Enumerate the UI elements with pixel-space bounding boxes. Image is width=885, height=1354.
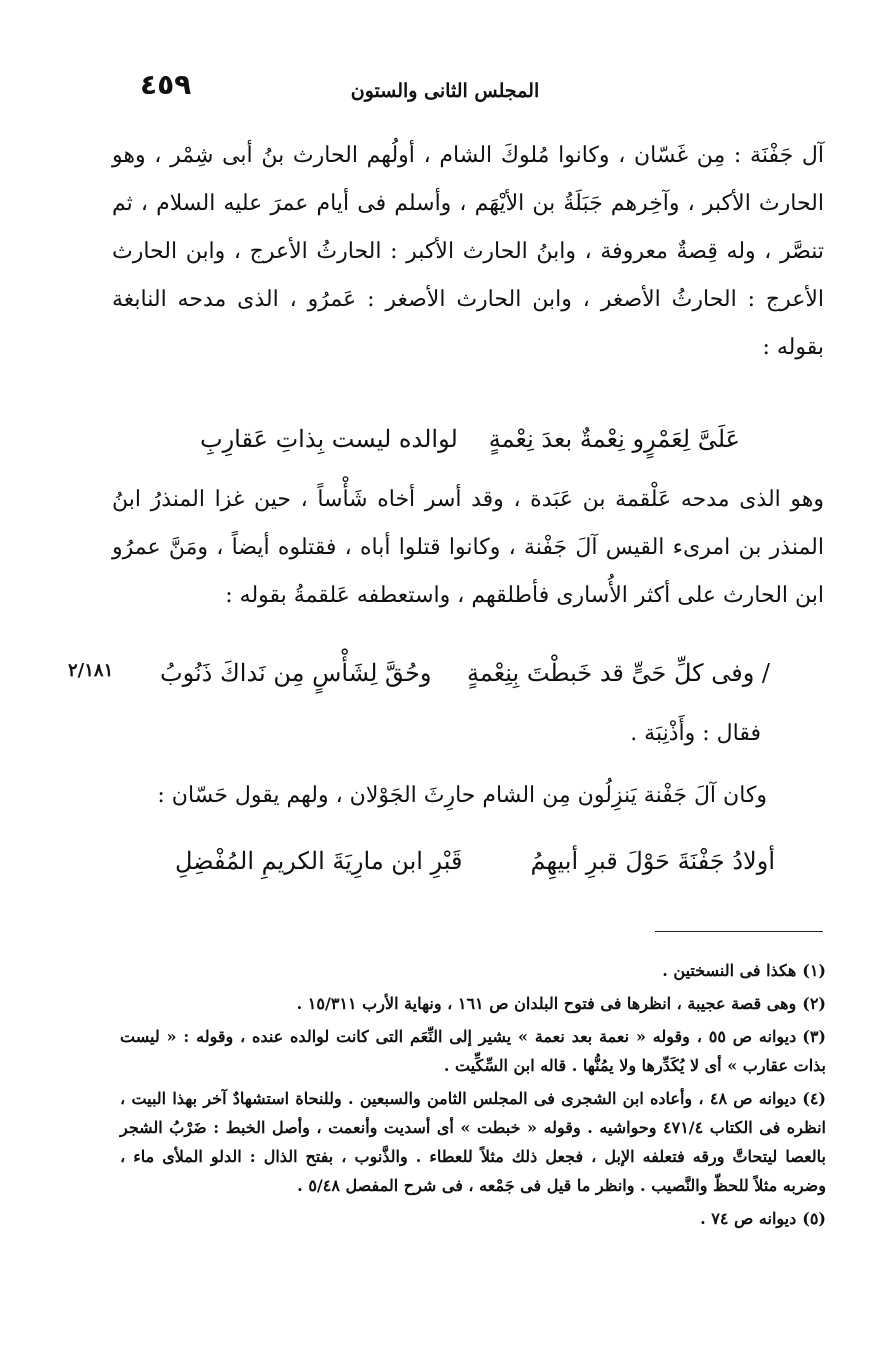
footnote-text: هكذا فى النسختين . xyxy=(662,961,797,980)
running-title: المجلس الثانى والستون xyxy=(350,80,540,102)
verse-nabigha xyxy=(200,416,740,462)
footnote xyxy=(120,989,826,1018)
footnote xyxy=(120,1084,826,1200)
verse-hassan xyxy=(175,838,775,884)
verse-first-hemistich: أولادُ جَفْنَةَ حَوْلَ قبرِ أبيهِمُ xyxy=(530,847,775,875)
paragraph-al-jafna: آل جَفْنَة : مِن غَسّان ، وكانوا مُلوكَ الشام ، أولُهم الحارث بنُ أبى شِمْر ، وهو الحارث الأكبر ، وآخِرهم جَبَلَةُ بن الأيْهَم ، وأسلم فى أيام عمرَ عليه السلام ، ثم تنصَّر ، وله قِصةٌ معروفة ، وابنُ الحارث الأكبر : الحارثُ الأعرج ، وابن الحارث الأعرج : الحارثُ الأصغر ، وابن الحارث الأصغر : عَمرُو ، الذى مدحه النابغة بقوله : xyxy=(112,143,824,360)
footnote-text: وهى قصة عجيبة ، انظرها فى فتوح البلدان ص ١٦١ ، ونهاية الأرب ١٥/٣١١ . xyxy=(296,994,797,1013)
footnote-number: (٥) xyxy=(802,1209,826,1228)
verse-alqama xyxy=(160,650,770,696)
footnote-number: (٢) xyxy=(802,994,826,1013)
footnote xyxy=(120,956,826,985)
footnote-text: ديوانه ص ٥٥ ، وقوله « نعمة بعد نعمة » يشير إلى النِّعَم التى كانت لوالده عنده ، وقوله : « ليست بذات عقارب » أى لا يُكَدِّرها ولا يمُنُّها . قاله ابن السِّكِّيت . xyxy=(120,1027,826,1075)
footnote-number: (٤) xyxy=(802,1089,826,1108)
verse-second-hemistich: قَبْرِ ابن مارِيَةَ الكريمِ المُفْضِلِ xyxy=(175,847,463,875)
footnote-separator xyxy=(655,931,823,932)
footnote xyxy=(120,1204,826,1233)
page-number: ٤٥٩ xyxy=(140,68,192,101)
footnote-text: ديوانه ص ٧٤ . xyxy=(700,1209,797,1228)
margin-reference: ٢/١٨١ xyxy=(68,660,114,681)
footnote xyxy=(120,1022,826,1080)
footnotes xyxy=(120,956,826,1237)
verse-second-hemistich: لوالده ليست بِذاتِ عَقارِبِ xyxy=(200,425,458,453)
paragraph-alqama: وهو الذى مدحه عَلْقمة بن عَبَدة ، وقد أسر أخاه شَأْساً ، حين غزا المنذرُ ابنُ المنذر بن امرىء القيس آلَ جَفْنة ، وكانوا قتلوا أباه ، فقتلوه أيضاً ، ومَنَّ عمرُو ابن الحارث على أكثر الأُسارى فأطلقهم ، واستعطفه عَلقمةُ بقوله : xyxy=(112,487,824,608)
footnote-number: (١) xyxy=(802,961,826,980)
footnote-text: ديوانه ص ٤٨ ، وأعاده ابن الشجرى فى المجلس الثامن والسبعين . وللنحاة استشهادٌ آخر بهذا البيت ، انظره فى الكتاب ٤٧١/٤ وحواشيه . وقوله « خبطت » أى أسديت وأنعمت ، وأصل الخبط : ضَرْبُ الشجر بالعصا ليتحاتَّ ورقه فتعلفه الإبل ، فجعل ذلك مثلاً للعطاء . والذَّنوب ، بفتح الذال : الدلو الملأى ماء ، وضربه مثلاً للحظّ والنَّصيب . وانظر ما قيل فى جَمْعه ، فى شرح المفصل ٥/٤٨ . xyxy=(120,1089,826,1195)
reply-line: فقال : وأَذْنِبَة . xyxy=(630,721,761,746)
verse-first-hemistich: / وفى كلِّ حَىٍّ قد خَبطْتَ بِنِعْمةٍ xyxy=(466,659,770,687)
footnote-number: (٣) xyxy=(802,1027,826,1046)
paragraph-hassan: وكان آلَ جَفْنة يَنزِلُون مِن الشام حارِثَ الجَوْلان ، ولهم يقول حَسّان : xyxy=(157,783,767,808)
verse-second-hemistich: وحُقَّ لِشَأْسٍ مِن نَداكَ ذَنُوبُ xyxy=(160,659,432,687)
verse-first-hemistich: عَلَىَّ لِعَمْرٍو نِعْمةٌ بعدَ نِعْمةٍ xyxy=(488,425,740,453)
